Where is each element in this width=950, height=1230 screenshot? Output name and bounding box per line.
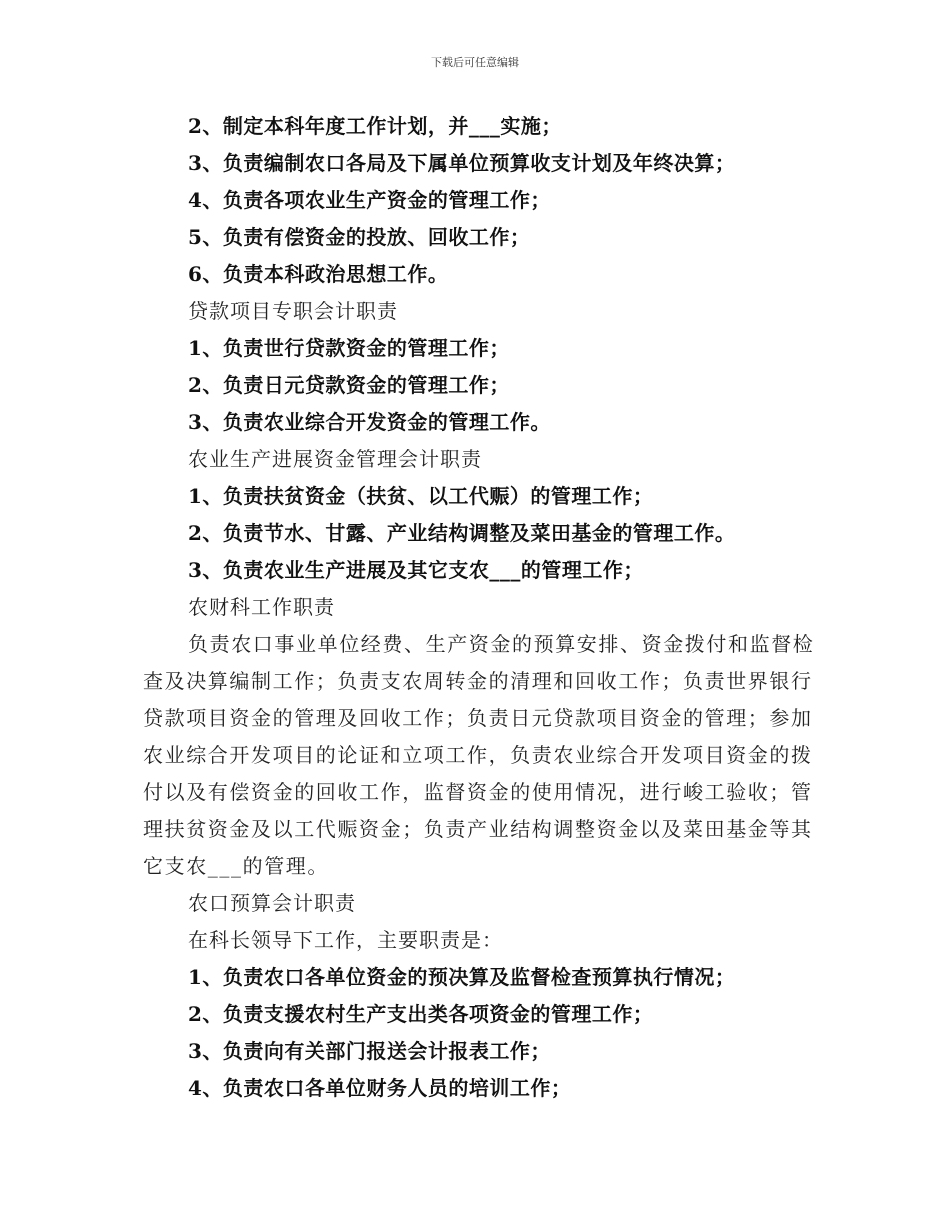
section-heading: 农财科工作职责 [188, 595, 335, 619]
list-item: 2、负责支援农村生产支出类各项资金的管理工作； [188, 1002, 654, 1026]
list-item: 4、负责各项农业生产资金的管理工作； [188, 188, 551, 212]
page-header: 下载后可任意编辑 [431, 56, 519, 69]
list-item: 4、负责农口各单位财务人员的培训工作； [188, 1076, 572, 1100]
list-item: 3、负责编制农口各局及下属单位预算收支计划及年终决算； [188, 151, 736, 175]
list-item: 1、负责农口各单位资金的预决算及监督检查预算执行情况； [188, 965, 736, 989]
list-item: 3、负责农业综合开发资金的管理工作。 [188, 410, 551, 434]
intro-text: 在科长领导下工作，主要职责是： [188, 928, 503, 952]
list-item: 3、负责农业生产进展及其它支农___的管理工作； [188, 558, 644, 582]
section-heading: 农业生产进展资金管理会计职责 [188, 447, 482, 471]
body-paragraph: 负责农口事业单位经费、生产资金的预算安排、资金拨付和监督检查及决算编制工作；负责支农周转金的清理和回收工作；负责世界银行贷款项目资金的管理及回收工作；负责日元贷款项目资金的管理；参加农业综合开发项目的论证和立项工作，负责农业综合开发项目资金的拨付以及有偿资金的回收工作，监督资金的使用情况，进行峻工验收；管理扶贫资金及以工代赈资金；负责产业结构调整资金以及菜田基金等其它支农___的管理。 [143, 632, 815, 878]
list-item: 2、负责日元贷款资金的管理工作； [188, 373, 510, 397]
list-item: 2、制定本科年度工作计划，并___实施； [188, 114, 562, 138]
list-item: 2、负责节水、甘露、产业结构调整及菜田基金的管理工作。 [188, 521, 736, 545]
section-heading: 贷款项目专职会计职责 [188, 299, 398, 323]
list-item: 1、负责世行贷款资金的管理工作； [188, 336, 510, 360]
document-body [143, 108, 833, 1107]
list-item: 3、负责向有关部门报送会计报表工作； [188, 1039, 551, 1063]
section-heading: 农口预算会计职责 [188, 891, 356, 915]
list-item: 5、负责有偿资金的投放、回收工作； [188, 225, 531, 249]
list-item: 1、负责扶贫资金（扶贫、以工代赈）的管理工作； [188, 484, 654, 508]
list-item: 6、负责本科政治思想工作。 [188, 262, 449, 286]
